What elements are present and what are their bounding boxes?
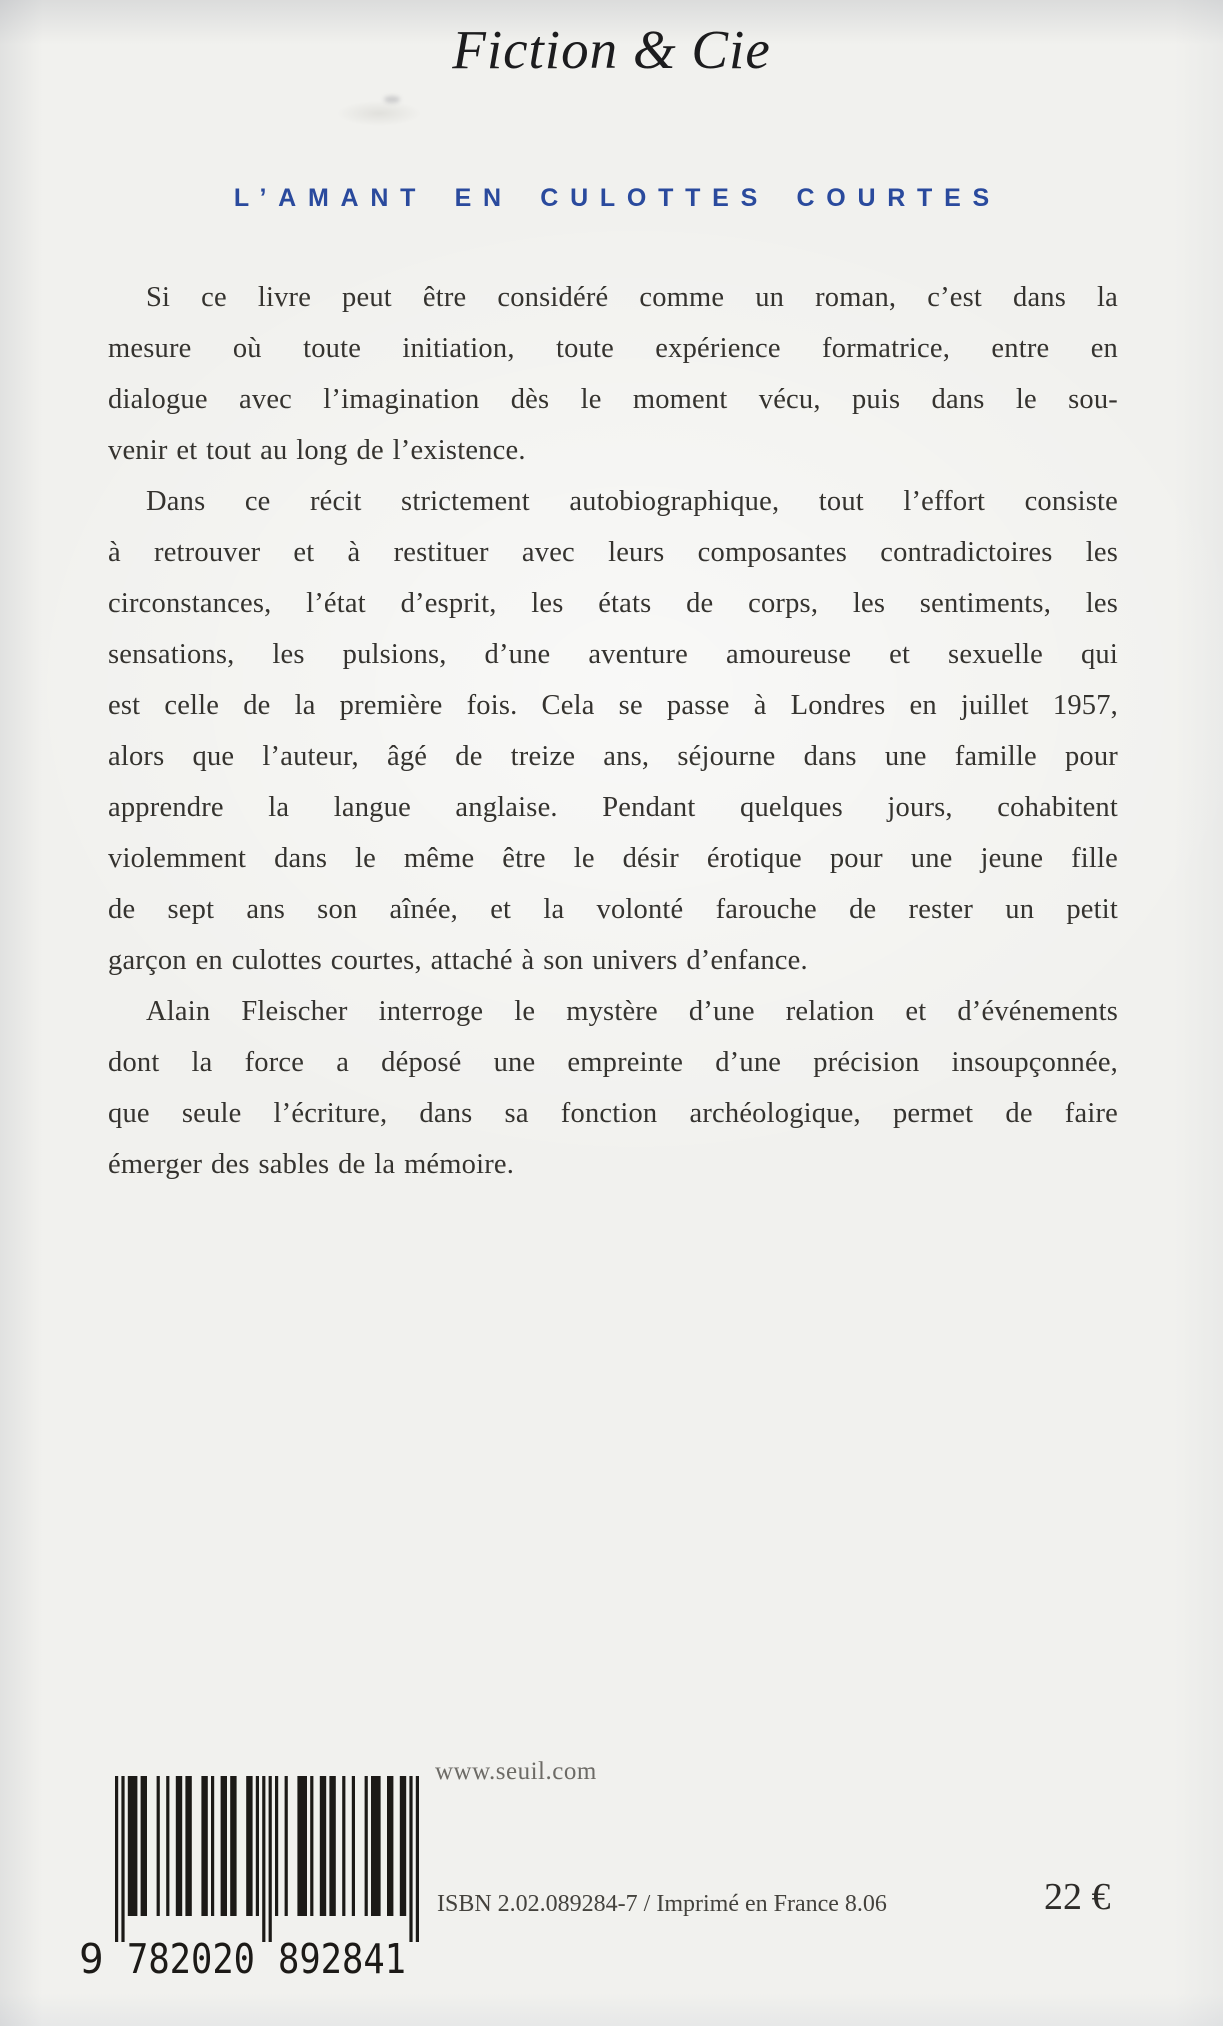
text-line: sensations, les pulsions, d’une aventure amoureuse et sexuelle qui <box>108 639 1118 670</box>
paragraph <box>108 986 1118 1190</box>
text-line: venir et tout au long de l’existence. <box>108 435 526 466</box>
barcode-bars <box>73 1776 427 1976</box>
text-line: à retrouver et à restituer avec leurs composantes contradictoires les <box>108 537 1118 568</box>
text-line: est celle de la première fois. Cela se passe à Londres en juillet 1957, <box>108 690 1118 721</box>
text-line: garçon en culottes courtes, attaché à son univers d’enfance. <box>108 945 808 976</box>
barcode-digit-first: 9 <box>79 1935 104 1976</box>
barcode-digits-left: 782020 <box>127 1935 255 1976</box>
text-line: dont la force a déposé une empreinte d’une précision insoupçonnée, <box>108 1047 1118 1078</box>
text-line: mesure où toute initiation, toute expérience formatrice, entre en <box>108 333 1118 364</box>
paragraph <box>108 476 1118 986</box>
text-line: de sept ans son aînée, et la volonté farouche de rester un petit <box>108 894 1118 925</box>
text-line: Dans ce récit strictement autobiographique, tout l’effort consiste <box>146 486 1118 517</box>
website-text: www.seuil.com <box>435 1758 597 1785</box>
text-line: Alain Fleischer interroge le mystère d’une relation et d’événements <box>146 996 1118 1027</box>
barcode-digits-right: 892841 <box>278 1935 406 1976</box>
text-line: que seule l’écriture, dans sa fonction archéologique, permet de faire <box>108 1098 1118 1129</box>
text-line: alors que l’auteur, âgé de treize ans, séjourne dans une famille pour <box>108 741 1118 772</box>
paragraph <box>108 272 1118 476</box>
book-title: L’AMANT EN CULOTTES COURTES <box>233 184 1001 212</box>
text-line: apprendre la langue anglaise. Pendant quelques jours, cohabitent <box>108 792 1118 823</box>
body-text <box>108 272 1118 1190</box>
text-line: violemment dans le même être le désir érotique pour une jeune fille <box>108 843 1118 874</box>
photo-smudge <box>384 96 400 103</box>
isbn-line: ISBN 2.02.089284-7 / Imprimé en France 8.06 <box>437 1891 887 1917</box>
text-line: circonstances, l’état d’esprit, les états de corps, les sentiments, les <box>108 588 1118 619</box>
barcode <box>73 1776 427 1976</box>
text-line: dialogue avec l’imagination dès le moment vécu, puis dans le sou- <box>108 384 1118 415</box>
text-line: émerger des sables de la mémoire. <box>108 1149 515 1180</box>
price-label: 22 € <box>1044 1876 1111 1918</box>
collection-title: Fiction & Cie <box>452 19 771 80</box>
text-line: Si ce livre peut être considéré comme un roman, c’est dans la <box>146 282 1118 313</box>
